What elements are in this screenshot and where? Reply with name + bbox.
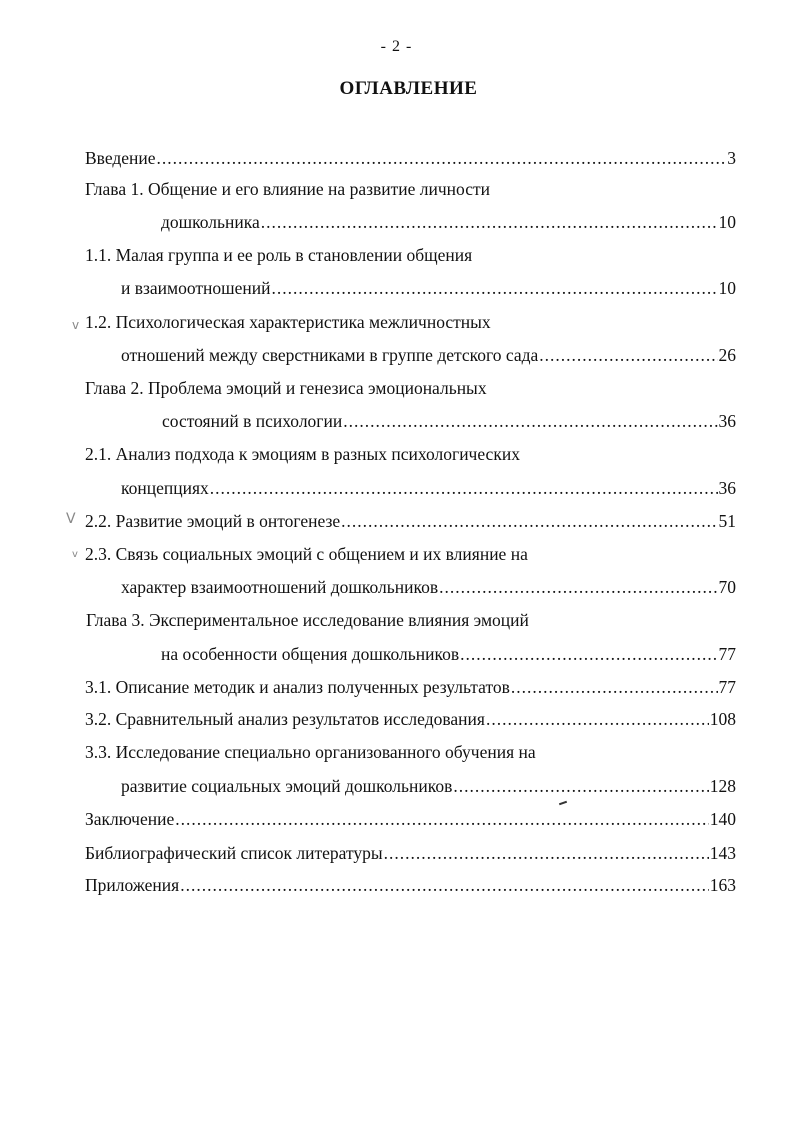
toc-entry: [85, 874, 736, 896]
leader-dots: [460, 643, 717, 665]
toc-entry-text: 3.1. Описание методик и анализ полученных результатов: [85, 677, 510, 697]
leader-dots: [175, 808, 709, 830]
margin-check-mark: V: [66, 511, 76, 527]
toc-entry-text: концепциях: [121, 478, 209, 498]
leader-dots: [511, 676, 718, 698]
toc-entry: [85, 147, 736, 169]
leader-dots: [180, 874, 709, 896]
toc-entry-text: 3.3. Исследование специально организованного обучения на: [85, 742, 536, 762]
margin-check-mark: v: [72, 549, 78, 560]
page-number: - 2 -: [380, 38, 413, 55]
leader-dots: [157, 147, 727, 169]
toc-entry-text: 3.2. Сравнительный анализ результатов исследования: [85, 709, 485, 729]
toc-entry: [85, 708, 736, 730]
toc-entry: [85, 543, 528, 565]
leader-dots: [539, 344, 717, 366]
toc-entry-text: развитие социальных эмоций дошкольников: [121, 776, 453, 796]
toc-entry-page: 163: [709, 875, 736, 895]
toc-entry-text: состояний в психологии: [162, 411, 343, 431]
toc-entry-page: 70: [718, 577, 736, 597]
toc-entry-text: 2.3. Связь социальных эмоций с общением и их влияние на: [85, 544, 528, 564]
leader-dots: [343, 410, 717, 432]
toc-entry: [121, 775, 736, 797]
toc-entry: [121, 576, 736, 598]
leader-dots: [210, 477, 718, 499]
toc-entry-text: Библиографический список литературы: [85, 843, 383, 863]
toc-entry-text: Глава 2. Проблема эмоций и генезиса эмоциональных: [85, 378, 487, 398]
toc-entry: [85, 510, 736, 532]
toc-entry-text: дошкольника: [161, 212, 260, 232]
toc-entry: [161, 643, 736, 665]
toc-entry-text: 2.1. Анализ подхода к эмоциям в разных психологических: [85, 444, 520, 464]
toc-entry-text: Глава 3. Экспериментальное исследование влияния эмоций: [86, 610, 529, 630]
toc-entry-page: 36: [718, 478, 736, 498]
toc-entry: [121, 277, 736, 299]
toc-entry-text: Введение: [85, 148, 156, 168]
toc-entry-text: Глава 1. Общение и его влияние на развитие личности: [85, 179, 491, 199]
toc-entry-text: 1.2. Психологическая характеристика межличностных: [85, 312, 491, 332]
leader-dots: [439, 576, 717, 598]
toc-entry: [85, 311, 491, 333]
toc-entry: [121, 477, 736, 499]
toc-entry: [85, 443, 520, 465]
toc-entry: [162, 410, 736, 432]
toc-entry-text: характер взаимоотношений дошкольников: [121, 577, 439, 597]
leader-dots: [272, 277, 718, 299]
toc-entry-text: и взаимоотношений: [121, 278, 271, 298]
margin-check-mark: v: [72, 318, 80, 332]
toc-entry-text: 2.2. Развитие эмоций в онтогенезе: [85, 511, 341, 531]
toc-entry-page: 128: [709, 776, 736, 796]
toc-entry-text: Приложения: [85, 875, 180, 895]
toc-entry: [121, 344, 736, 366]
leader-dots: [341, 510, 717, 532]
toc-entry-page: 140: [709, 809, 736, 829]
toc-entry: [161, 211, 736, 233]
toc-entry-page: 143: [709, 843, 736, 863]
toc-title: ОГЛАВЛЕНИЕ: [339, 78, 478, 99]
toc-entry-page: 77: [718, 644, 736, 664]
toc-entry-text: 1.1. Малая группа и ее роль в становлении общения: [85, 245, 473, 265]
toc-entry-page: 108: [709, 709, 736, 729]
toc-entry-text: на особенности общения дошкольников: [161, 644, 460, 664]
toc-entry: [85, 244, 472, 266]
toc-entry: [85, 808, 736, 830]
toc-entry-page: 77: [718, 677, 736, 697]
toc-entry: [85, 842, 736, 864]
toc-entry-page: 51: [718, 511, 736, 531]
toc-entry: [85, 178, 490, 200]
leader-dots: [453, 775, 708, 797]
stray-pen-mark: [559, 801, 567, 806]
leader-dots: [384, 842, 709, 864]
toc-entry: [86, 609, 529, 631]
toc-entry-text: отношений между сверстниками в группе детского сада: [121, 345, 539, 365]
leader-dots: [261, 211, 718, 233]
toc-entry-page: 36: [718, 411, 736, 431]
toc-entry: [85, 676, 736, 698]
leader-dots: [486, 708, 709, 730]
toc-entry-page: 26: [718, 345, 736, 365]
toc-entry: [85, 741, 536, 763]
toc-entry-page: 3: [727, 148, 736, 168]
toc-entry: [85, 377, 487, 399]
toc-entry-page: 10: [718, 212, 736, 232]
toc-entry-text: Заключение: [85, 809, 175, 829]
toc-entry-page: 10: [718, 278, 736, 298]
